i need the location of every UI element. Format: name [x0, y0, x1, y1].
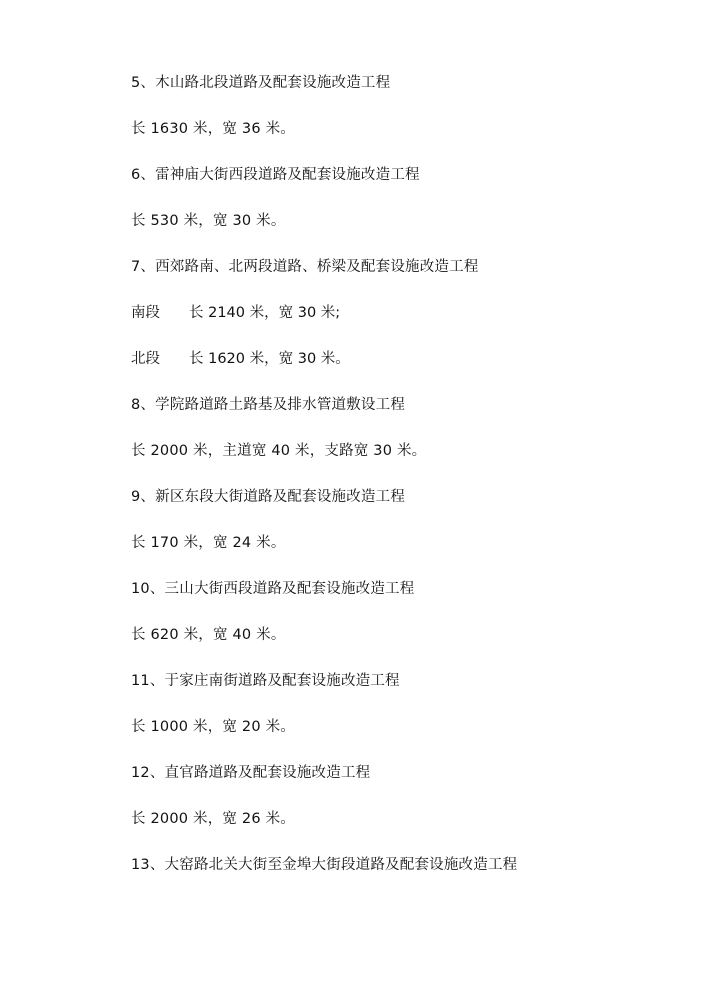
item-10-detail: 长 620 米，宽 40 米。	[131, 627, 286, 643]
item-9-detail: 长 170 米，宽 24 米。	[131, 535, 286, 551]
segment-text: 长 1620 米，宽 30 米。	[189, 351, 350, 367]
item-11-heading: 11、于家庄南街道路及配套设施改造工程	[131, 673, 400, 689]
item-6-heading: 6、雷神庙大街西段道路及配套设施改造工程	[131, 167, 420, 183]
item-9-heading: 9、新区东段大街道路及配套设施改造工程	[131, 489, 406, 505]
segment-text: 长 2140 米，宽 30 米;	[189, 305, 341, 321]
item-5-detail: 长 1630 米，宽 36 米。	[131, 121, 295, 137]
item-8-heading: 8、学院路道路土路基及排水管道敷设工程	[131, 397, 406, 413]
item-7-segment-south	[131, 304, 340, 322]
item-13-heading: 13、大窑路北关大街至金埠大街段道路及配套设施改造工程	[131, 857, 518, 873]
item-11-detail: 长 1000 米，宽 20 米。	[131, 719, 295, 735]
item-12-detail: 长 2000 米，宽 26 米。	[131, 811, 295, 827]
segment-label: 北段	[131, 351, 160, 367]
item-7-segment-north	[131, 350, 350, 368]
item-5-heading: 5、木山路北段道路及配套设施改造工程	[131, 75, 391, 91]
item-12-heading: 12、直官路道路及配套设施改造工程	[131, 765, 371, 781]
segment-label: 南段	[131, 305, 160, 321]
item-8-detail: 长 2000 米，主道宽 40 米，支路宽 30 米。	[131, 443, 427, 459]
item-6-detail: 长 530 米，宽 30 米。	[131, 213, 286, 229]
item-10-heading: 10、三山大街西段道路及配套设施改造工程	[131, 581, 415, 597]
item-7-heading: 7、西郊路南、北两段道路、桥梁及配套设施改造工程	[131, 259, 479, 275]
